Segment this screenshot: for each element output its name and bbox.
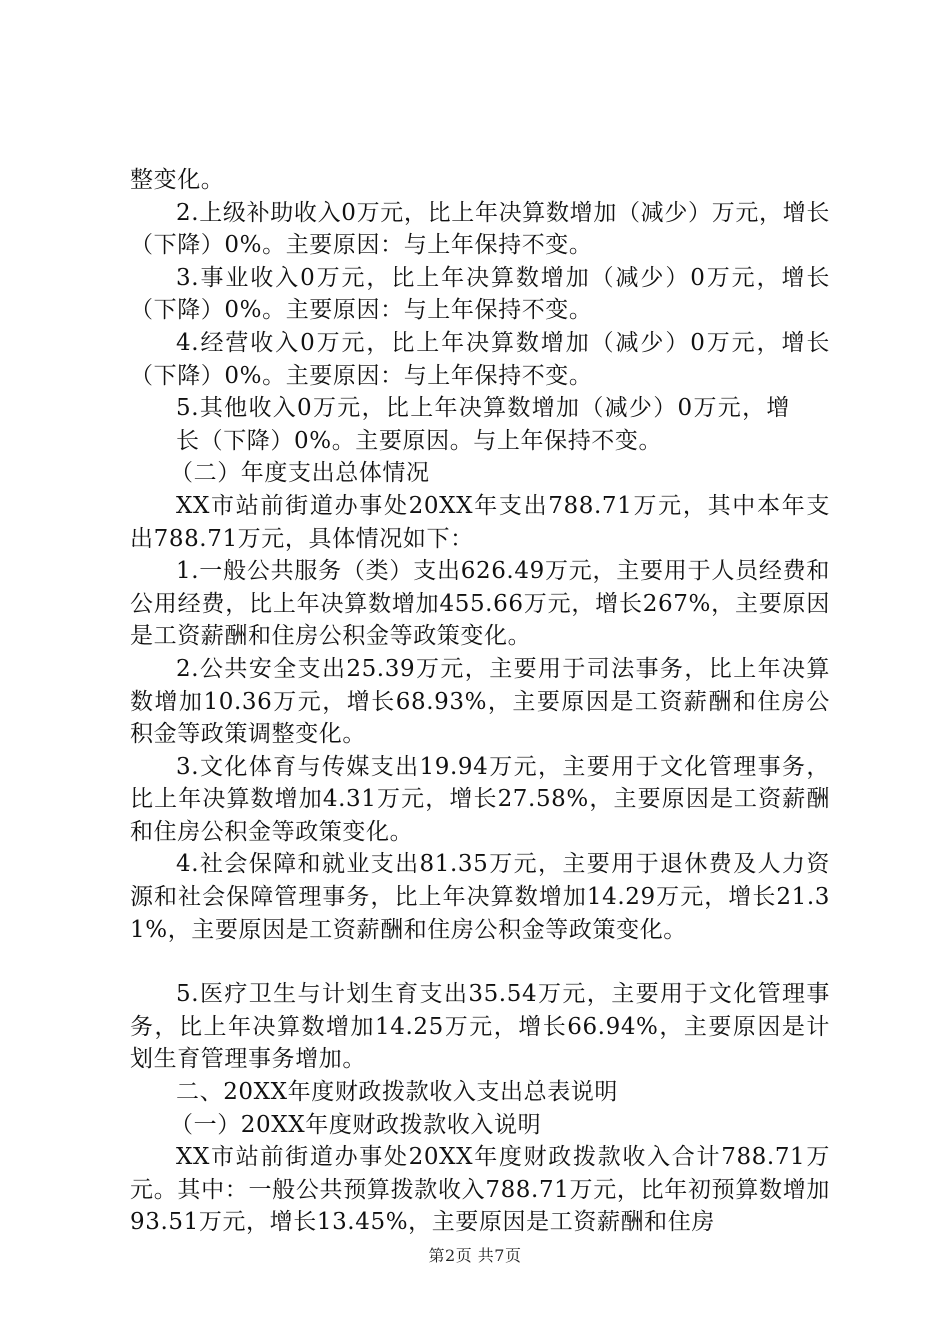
paragraph: 4.社会保障和就业支出81.35万元，主要用于退休费及人力资源和社会保障管理事务，比上年决算数增加14.29万元，增长21.31%，主要原因是工资薪酬和住房公积金等政策变化。	[130, 851, 830, 943]
page-total: 共7页	[477, 1246, 522, 1265]
paragraph: 5.医疗卫生与计划生育支出35.54万元，主要用于文化管理事务，比上年决算数增加14.25万元，增长66.94%，主要原因是计划生育管理事务增加。	[130, 981, 830, 1073]
paragraph: 3.文化体育与传媒支出19.94万元，主要用于文化管理事务，比上年决算数增加4.31万元，增长27.58%，主要原因是工资薪酬和住房公积金等政策变化。	[130, 753, 830, 845]
section-heading: （一）20XX年度财政拨款收入说明	[170, 1111, 542, 1138]
paragraph: 4.经营收入0万元，比上年决算数增加（减少）0万元，增长（下降）0%。主要原因：与上年保持不变。	[130, 329, 830, 389]
paragraph: XX市站前街道办事处20XX年度财政拨款收入合计788.71万元。其中：一般公共预算拨款收入788.71万元，比年初预算数增加93.51万元，增长13.45%，主要原因是工资薪酬和住房	[130, 1144, 830, 1236]
document-body	[130, 164, 830, 1239]
paragraph: 2.上级补助收入0万元，比上年决算数增加（减少）万元，增长（下降）0%。主要原因：与上年保持不变。	[130, 199, 830, 259]
section-heading: 二、20XX年度财政拨款收入支出总表说明	[176, 1079, 619, 1106]
paragraph: 整变化。	[130, 167, 225, 193]
page-footer	[0, 1243, 950, 1266]
blank-line	[130, 946, 830, 978]
paragraph: XX市站前街道办事处20XX年支出788.71万元，其中本年支出788.71万元，具体情况如下：	[130, 492, 830, 552]
paragraph: 1.一般公共服务（类）支出626.49万元，主要用于人员经费和公用经费，比上年决算数增加455.66万元，增长267%，主要原因是工资薪酬和住房公积金等政策变化。	[130, 558, 830, 650]
paragraph: 2.公共安全支出25.39万元，主要用于司法事务，比上年决算数增加10.36万元，增长68.93%，主要原因是工资薪酬和住房公积金等政策调整变化。	[130, 655, 830, 748]
paragraph: 5.其他收入0万元，比上年决算数增加（减少）0万元，增长（下降）0%。主要原因。与上年保持不变。	[176, 395, 790, 454]
section-heading: （二）年度支出总体情况	[170, 460, 430, 487]
paragraph: 3.事业收入0万元，比上年决算数增加（减少）0万元，增长（下降）0%。主要原因：与上年保持不变。	[130, 264, 830, 324]
page-number: 第2页	[428, 1246, 473, 1265]
